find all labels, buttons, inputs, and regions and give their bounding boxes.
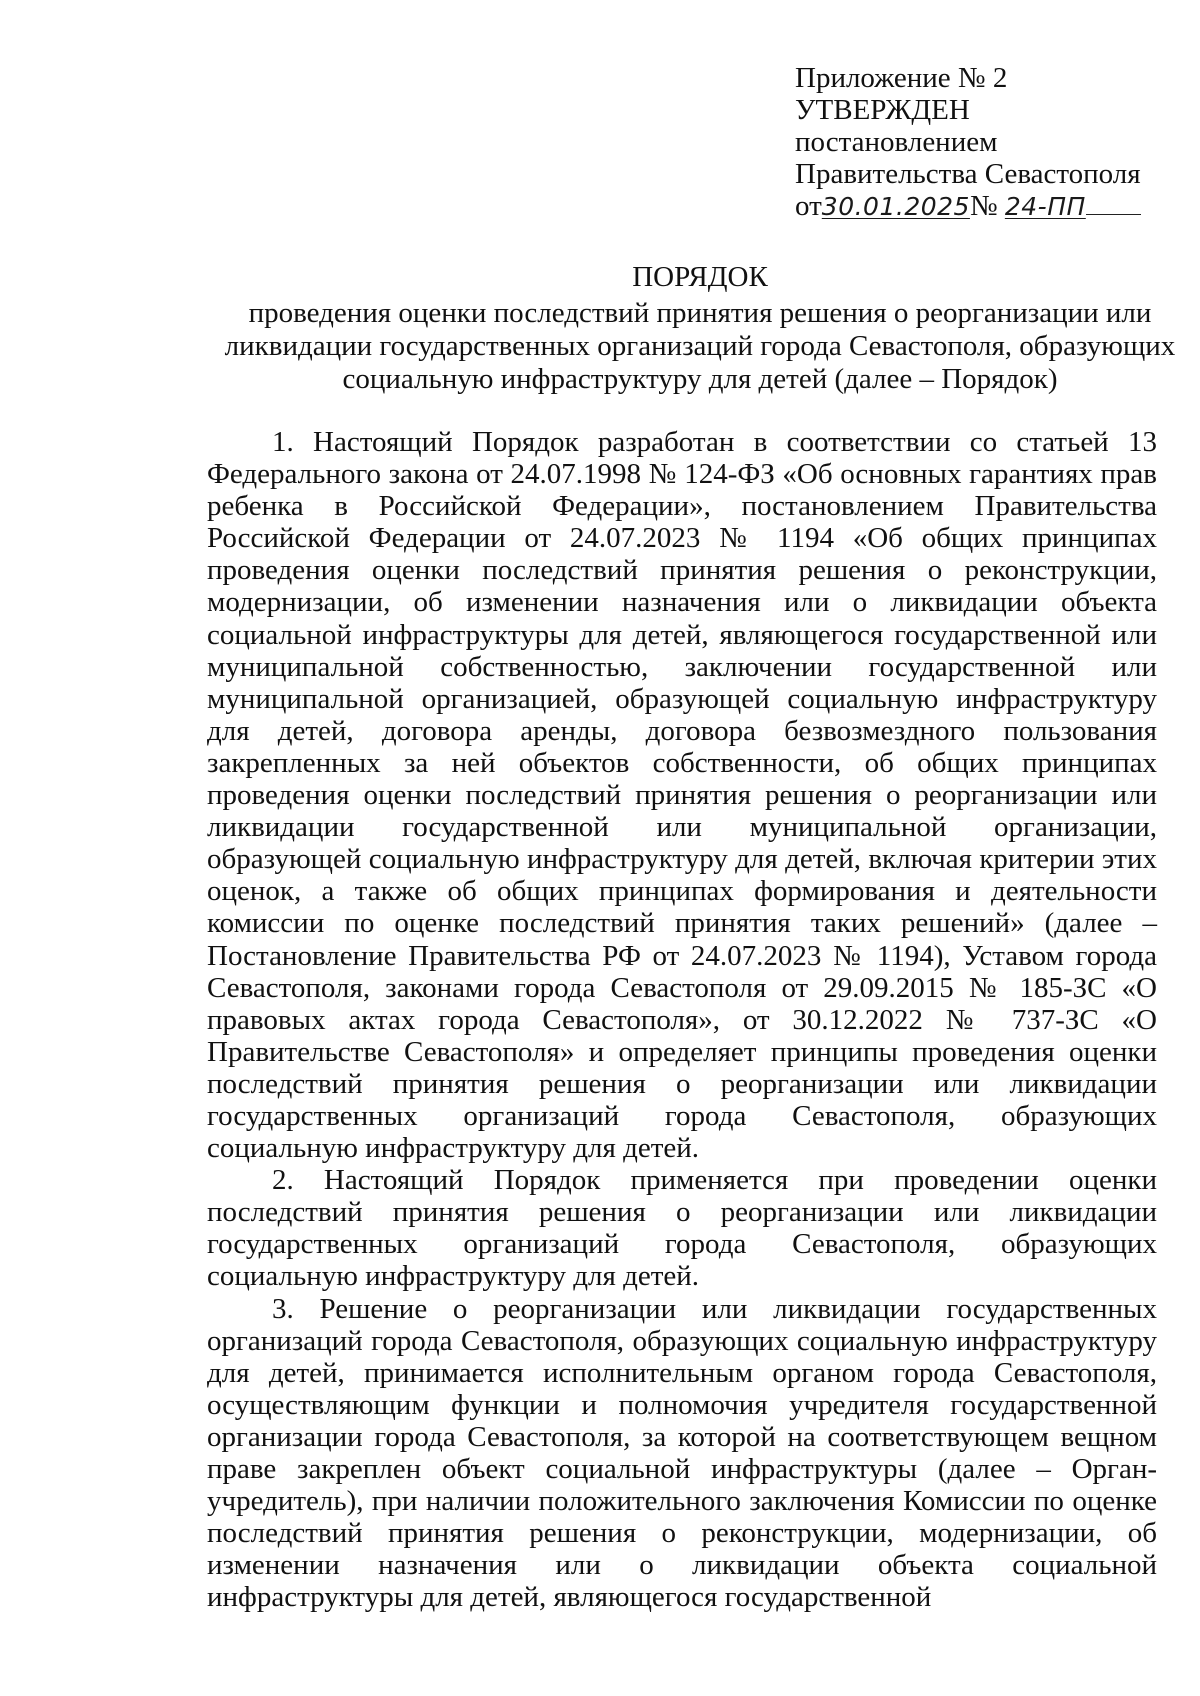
approval-stamp-block bbox=[795, 62, 1141, 223]
handwritten-number: 24-ПП bbox=[1004, 192, 1086, 221]
approved-by-label: постановлением bbox=[795, 126, 998, 158]
paragraph-1: 1. Настоящий Порядок разработан в соответствии со статьей 13 Федерального закона от 24.07.1998 № 124-ФЗ «Об основных гарантиях прав ребенка в Российской Федерации», постановлением Правительства Российской Федерации от 24.07.2023 № 1194 «Об общих принципах проведения оценки последствий принятия решения о реконструкции, модернизации, об изменении назначения или о ликвидации объекта социальной инфраструктуры для детей, являющегося государственной или муниципальной собственностью, заключении государственной или муниципальной организацией, образующей социальную инфраструктуру для детей, договора аренды, договора безвозмездного пользования закрепленных за ней объектов собственности, об общих принципах проведения оценки последствий принятия решения о реорганизации или ликвидации государственной или муниципальной организации, образующей социальную инфраструктуру для детей, включая критерии этих оценок, а также об общих принципах формирования и деятельности комиссии по оценке последствий принятия таких решений» (далее – Постановление Правительства РФ от 24.07.2023 № 1194), Уставом города Севастополя, законами города Севастополя от 29.09.2015 № 185-ЗС «О правовых актах города Севастополя», от 30.12.2022 № 737-ЗС «О Правительстве Севастополя» и определяет принципы проведения оценки последствий принятия решения о реорганизации или ликвидации государственных организаций города Севастополя, образующих социальную инфраструктуру для детей. bbox=[207, 426, 1157, 1165]
paragraph-3: 3. Решение о реорганизации или ликвидации государственных организаций города Севастополя, образующих социальную инфраструктуру для детей, принимается исполнительным органом города Севастополя, осуществляющим функции и полномочия учредителя государственной организации города Севастополя, за которой на соответствующем вещном праве закреплен объект социальной инфраструктуры (далее – Орган-учредитель), при наличии положительного заключения Комиссии по оценке последствий принятия решения о реконструкции, модернизации, об изменении назначения или о ликвидации объекта социальной инфраструктуры для детей, являющегося государственной bbox=[207, 1292, 1157, 1614]
handwritten-date: 30.01.2025 bbox=[821, 192, 970, 221]
document-subtitle: проведения оценки последствий принятия решения о реорганизации или ликвидации государственных организаций города Севастополя, образующих социальную инфраструктуру для детей (далее – Порядок) bbox=[224, 297, 1176, 395]
authority-label: Правительства Севастополя bbox=[795, 158, 1141, 190]
document-title: ПОРЯДОК bbox=[632, 261, 768, 293]
approval-date-line bbox=[795, 190, 1141, 223]
date-prefix: от bbox=[795, 190, 822, 222]
number-prefix: № bbox=[969, 190, 998, 222]
appendix-label: Приложение № 2 bbox=[795, 62, 1008, 94]
underline-tail bbox=[1086, 192, 1141, 215]
approved-label: УТВЕРЖДЕН bbox=[795, 94, 970, 126]
document-body bbox=[207, 426, 1157, 1613]
paragraph-2: 2. Настоящий Порядок применяется при проведении оценки последствий принятия решения о реорганизации или ликвидации государственных организаций города Севастополя, образующих социальную инфраструктуру для детей. bbox=[207, 1164, 1157, 1293]
